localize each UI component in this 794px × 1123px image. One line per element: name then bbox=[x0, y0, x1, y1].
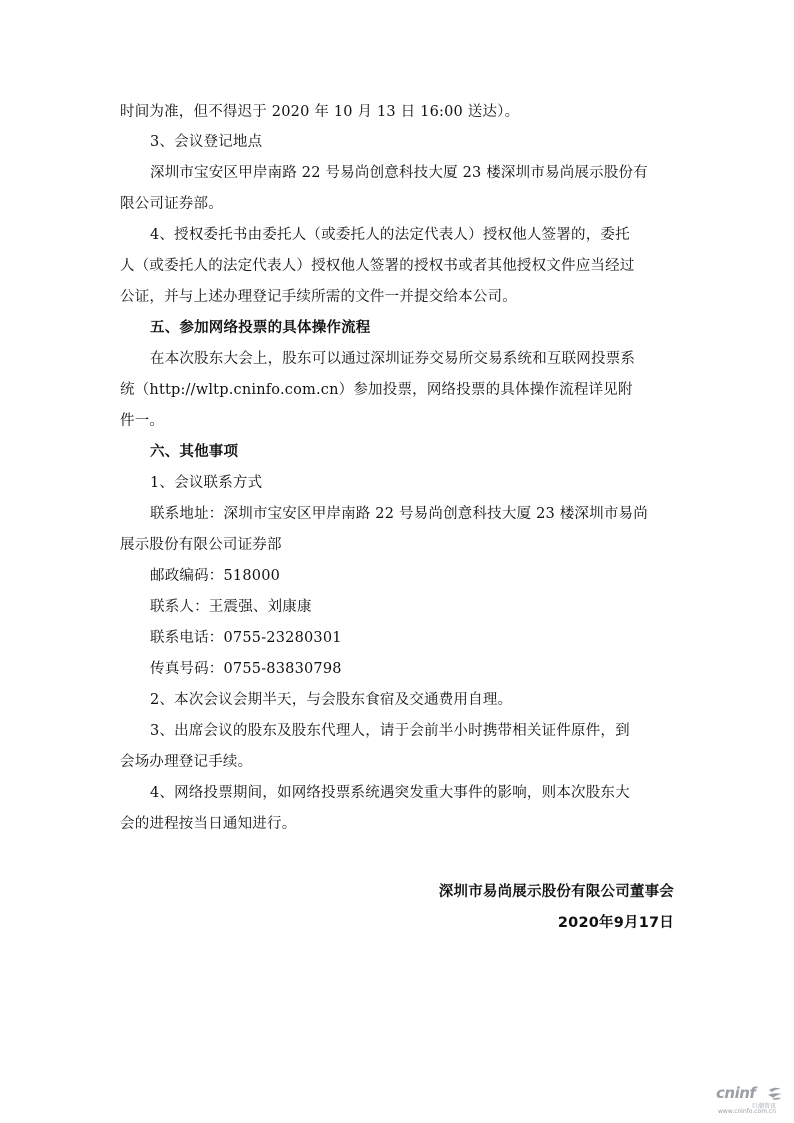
paragraph-line: 4、授权委托书由委托人（或委托人的法定代表人）授权他人签署的，委托 bbox=[150, 227, 630, 243]
paragraph-line: 4、网络投票期间，如网络投票系统遇突发重大事件的影响，则本次股东大 bbox=[150, 785, 630, 801]
paragraph-line: 2、本次会议会期半天，与会股东食宿及交通费用自理。 bbox=[150, 692, 513, 708]
paragraph-line: 3、出席会议的股东及股东代理人，请于会前半小时携带相关证件原件，到 bbox=[150, 723, 630, 739]
watermark-brand: cninf bbox=[716, 1084, 756, 1102]
watermark-url: www.cninfo.com.cn bbox=[718, 1108, 777, 1115]
paragraph-line: 人（或委托人的法定代表人）授权他人签署的授权书或者其他授权文件应当经过 bbox=[120, 258, 635, 274]
postal-code: 邮政编码：518000 bbox=[150, 568, 281, 584]
paragraph-line: 限公司证券部。 bbox=[120, 196, 223, 212]
section-heading: 五、参加网络投票的具体操作流程 bbox=[150, 320, 371, 336]
paragraph-line: 展示股份有限公司证券部 bbox=[120, 537, 282, 553]
contact-phone: 联系电话：0755-23280301 bbox=[150, 630, 342, 646]
paragraph-line: 会的进程按当日通知进行。 bbox=[120, 816, 297, 832]
paragraph-line: 统（http://wltp.cninfo.com.cn）参加投票，网络投票的具体操作流程详见附 bbox=[120, 382, 633, 398]
paragraph-line: 公证，并与上述办理登记手续所需的文件一并提交给本公司。 bbox=[120, 289, 517, 305]
paragraph-line: 时间为准，但不得迟于 2020 年 10 月 13 日 16:00 送达）。 bbox=[120, 104, 520, 120]
section-item-heading: 1、会议联系方式 bbox=[150, 475, 263, 491]
section-heading: 六、其他事项 bbox=[150, 444, 239, 460]
paragraph-line: 会场办理登记手续。 bbox=[120, 754, 253, 770]
fax-number: 传真号码：0755-83830798 bbox=[150, 661, 342, 677]
paragraph-line: 深圳市宝安区甲岸南路 22 号易尚创意科技大厦 23 楼深圳市易尚展示股份有 bbox=[150, 165, 648, 181]
watermark-subtitle: 巨潮资讯 bbox=[752, 1103, 777, 1110]
cninfo-mark-icon bbox=[766, 1086, 784, 1102]
signature-company: 深圳市易尚展示股份有限公司董事会 bbox=[438, 884, 674, 900]
paragraph-line: 在本次股东大会上，股东可以通过深圳证券交易所交易系统和互联网投票系 bbox=[150, 351, 636, 367]
paragraph-line: 联系地址：深圳市宝安区甲岸南路 22 号易尚创意科技大厦 23 楼深圳市易尚 bbox=[150, 506, 648, 522]
paragraph-line: 件一。 bbox=[120, 413, 165, 429]
section-item-heading: 3、会议登记地点 bbox=[150, 134, 263, 150]
signature-date: 2020年9月17日 bbox=[557, 915, 674, 931]
contact-person: 联系人：王震强、刘康康 bbox=[150, 599, 312, 615]
cninfo-watermark-logo bbox=[716, 1084, 786, 1114]
